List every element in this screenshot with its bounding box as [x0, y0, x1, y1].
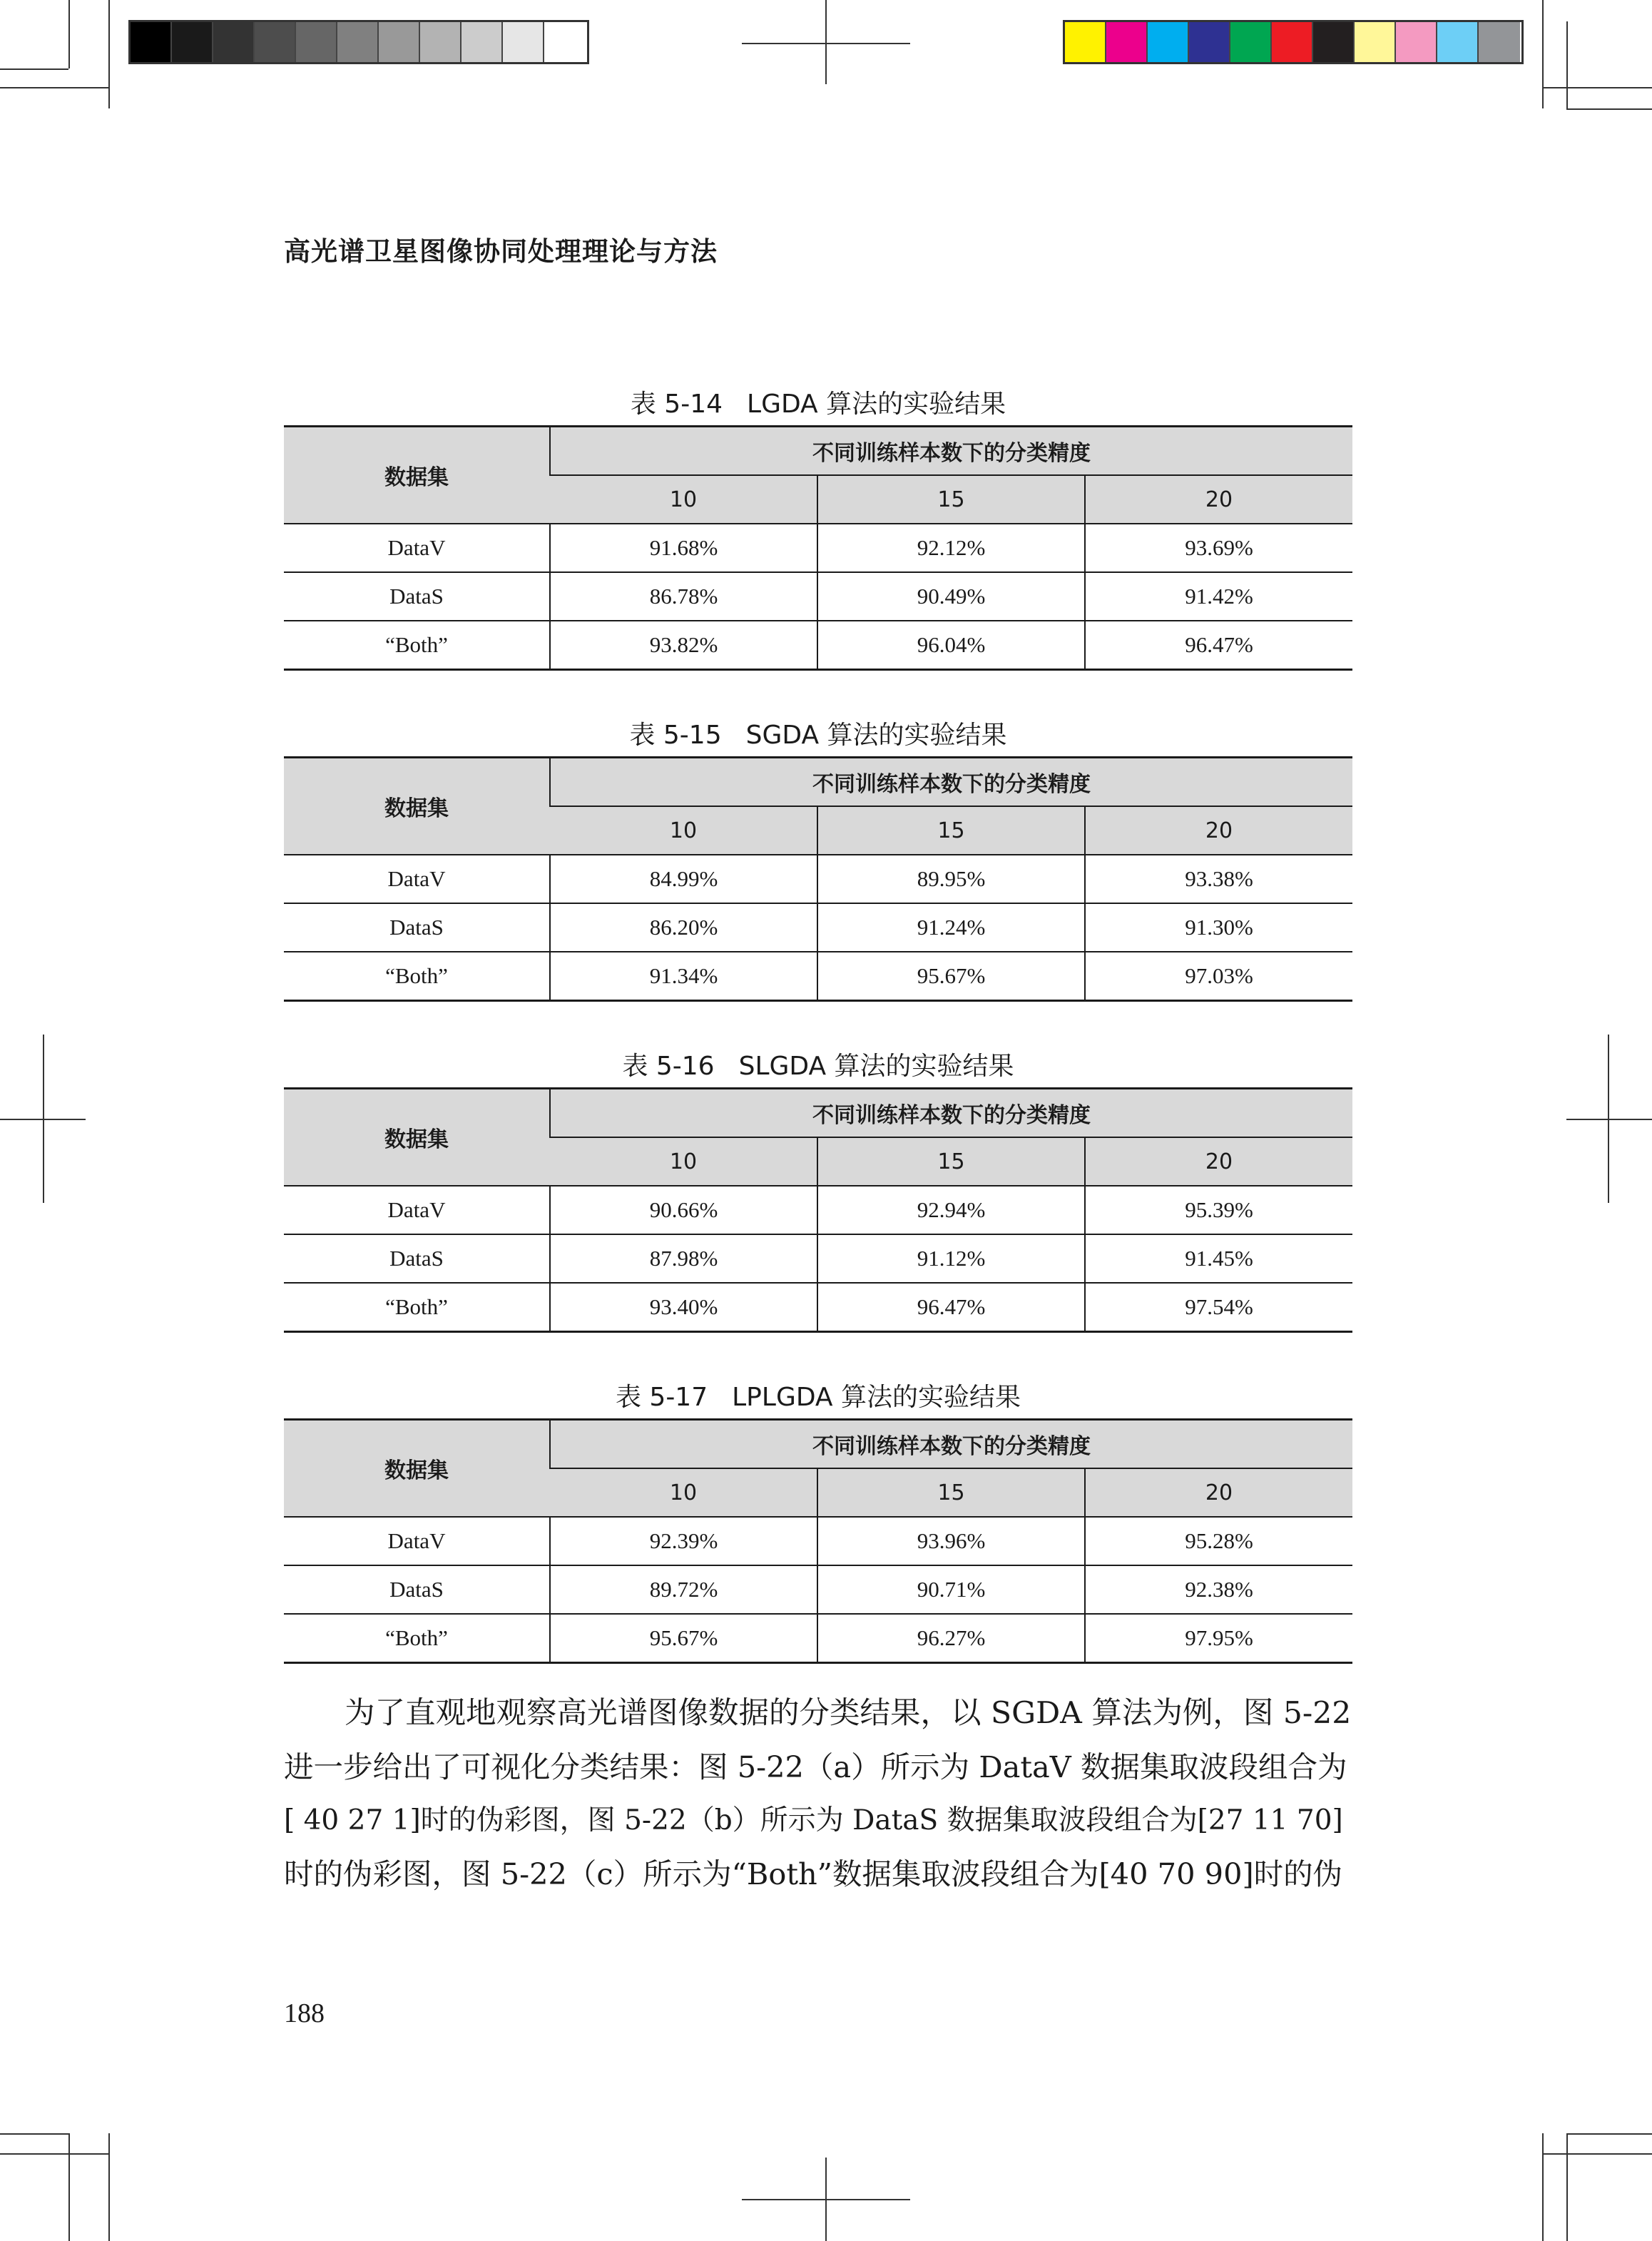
crop-mark	[1566, 2133, 1568, 2241]
table-row	[284, 855, 1352, 903]
table-row	[284, 952, 1352, 1001]
cell-value: 90.71%	[817, 1565, 1085, 1614]
cell-value: 96.04%	[817, 621, 1085, 670]
cell-value: 90.66%	[550, 1186, 817, 1234]
crop-mark	[1542, 2133, 1544, 2241]
registration-mark	[825, 0, 827, 84]
table-number: 表 5-14	[630, 390, 723, 419]
table-title: SLGDA 算法的实验结果	[738, 1052, 1014, 1081]
crop-mark	[108, 2133, 110, 2241]
header-dataset: 数据集	[284, 1089, 550, 1186]
crop-mark	[1544, 87, 1652, 88]
header-size: 15	[817, 1468, 1085, 1517]
header-size: 20	[1085, 475, 1352, 524]
row-dataset: DataV	[284, 1517, 550, 1565]
table-number: 表 5-15	[629, 721, 722, 750]
results-table	[284, 756, 1352, 1002]
cell-value: 92.39%	[550, 1517, 817, 1565]
table-number: 表 5-17	[615, 1383, 708, 1412]
table-title: LPLGDA 算法的实验结果	[732, 1383, 1021, 1412]
header-group: 不同训练样本数下的分类精度	[550, 1420, 1352, 1469]
color-swatch	[1313, 22, 1355, 62]
cell-value: 97.03%	[1085, 952, 1352, 1001]
header-size: 20	[1085, 1137, 1352, 1186]
crop-mark	[0, 68, 68, 70]
cell-value: 93.69%	[1085, 524, 1352, 572]
page-number: 188	[284, 1998, 325, 2028]
table-caption	[284, 715, 1352, 751]
cell-value: 96.47%	[1085, 621, 1352, 670]
gray-swatch	[172, 22, 213, 62]
table-row	[284, 1283, 1352, 1332]
table-title: LGDA 算法的实验结果	[747, 390, 1006, 419]
cell-value: 87.98%	[550, 1234, 817, 1283]
color-swatch	[1479, 22, 1520, 62]
results-table	[284, 1087, 1352, 1333]
crop-mark	[1544, 2153, 1652, 2155]
gray-swatch	[420, 22, 462, 62]
row-dataset: DataV	[284, 1186, 550, 1234]
header-dataset: 数据集	[284, 1420, 550, 1518]
gray-swatch	[296, 22, 337, 62]
header-size: 10	[550, 1137, 817, 1186]
crop-mark	[1566, 108, 1652, 110]
cell-value: 86.20%	[550, 903, 817, 952]
header-dataset: 数据集	[284, 758, 550, 855]
row-dataset: DataS	[284, 903, 550, 952]
color-swatch	[1437, 22, 1479, 62]
color-swatch	[1189, 22, 1230, 62]
cell-value: 91.24%	[817, 903, 1085, 952]
color-swatch	[1106, 22, 1148, 62]
crop-mark	[1566, 21, 1568, 108]
registration-mark	[742, 43, 910, 44]
row-dataset: DataS	[284, 1234, 550, 1283]
process-color-bar	[1063, 20, 1524, 64]
crop-mark	[1566, 2133, 1652, 2135]
table-row	[284, 1565, 1352, 1614]
table-caption	[284, 1377, 1352, 1413]
cell-value: 92.38%	[1085, 1565, 1352, 1614]
cell-value: 91.30%	[1085, 903, 1352, 952]
header-size: 15	[817, 475, 1085, 524]
body-line: 时的伪彩图，图 5-22（c）所示为“Both”数据集取波段组合为[40 70 90]时的伪	[284, 1856, 1343, 1891]
gray-swatch	[337, 22, 379, 62]
cell-value: 84.99%	[550, 855, 817, 903]
registration-mark	[0, 1119, 86, 1120]
body-line: [ 40 27 1]时的伪彩图，图 5-22（b）所示为 DataS 数据集取波段组合为[27 11 70]	[284, 1804, 1343, 1836]
results-table	[284, 1418, 1352, 1664]
header-group: 不同训练样本数下的分类精度	[550, 1089, 1352, 1138]
gray-swatch	[131, 22, 172, 62]
gray-swatch	[255, 22, 296, 62]
crop-mark	[0, 2153, 108, 2155]
header-size: 15	[817, 806, 1085, 855]
gray-swatch	[544, 22, 586, 62]
row-dataset: “Both”	[284, 621, 550, 670]
header-group: 不同训练样本数下的分类精度	[550, 758, 1352, 807]
table-row	[284, 621, 1352, 670]
cell-value: 91.42%	[1085, 572, 1352, 621]
table-row	[284, 1517, 1352, 1565]
color-swatch	[1230, 22, 1272, 62]
cell-value: 95.28%	[1085, 1517, 1352, 1565]
cell-value: 96.47%	[817, 1283, 1085, 1332]
registration-mark	[742, 2199, 910, 2200]
cell-value: 89.72%	[550, 1565, 817, 1614]
table-caption	[284, 1046, 1352, 1082]
header-size: 10	[550, 1468, 817, 1517]
crop-mark	[1542, 0, 1544, 108]
row-dataset: DataV	[284, 524, 550, 572]
row-dataset: “Both”	[284, 952, 550, 1001]
row-dataset: DataS	[284, 1565, 550, 1614]
row-dataset: DataS	[284, 572, 550, 621]
color-swatch	[1355, 22, 1396, 62]
crop-mark	[0, 87, 108, 88]
gray-swatch	[379, 22, 420, 62]
header-size: 10	[550, 806, 817, 855]
body-line: 为了直观地观察高光谱图像数据的分类结果，以 SGDA 算法为例，图 5-22	[284, 1696, 1352, 1731]
table-title: SGDA 算法的实验结果	[745, 721, 1007, 750]
cell-value: 92.94%	[817, 1186, 1085, 1234]
crop-mark	[68, 0, 70, 68]
gray-swatch	[462, 22, 503, 62]
cell-value: 95.67%	[550, 1614, 817, 1663]
body-line: 进一步给出了可视化分类结果：图 5-22（a）所示为 DataV 数据集取波段组合为	[284, 1749, 1347, 1784]
row-dataset: “Both”	[284, 1614, 550, 1663]
table-row	[284, 903, 1352, 952]
header-size: 10	[550, 475, 817, 524]
row-dataset: DataV	[284, 855, 550, 903]
table-row	[284, 1234, 1352, 1283]
cell-value: 89.95%	[817, 855, 1085, 903]
cell-value: 93.40%	[550, 1283, 817, 1332]
table-number: 表 5-16	[622, 1052, 715, 1081]
cell-value: 95.67%	[817, 952, 1085, 1001]
crop-mark	[108, 0, 110, 108]
row-dataset: “Both”	[284, 1283, 550, 1332]
cell-value: 91.45%	[1085, 1234, 1352, 1283]
cell-value: 90.49%	[817, 572, 1085, 621]
gray-swatch	[213, 22, 255, 62]
cell-value: 95.39%	[1085, 1186, 1352, 1234]
body-paragraph	[284, 1687, 1352, 1901]
table-row	[284, 524, 1352, 572]
color-swatch	[1065, 22, 1106, 62]
gray-swatch	[503, 22, 544, 62]
cell-value: 97.95%	[1085, 1614, 1352, 1663]
registration-mark	[1566, 1119, 1652, 1120]
table-row	[284, 1614, 1352, 1663]
table-row	[284, 572, 1352, 621]
running-head: 高光谱卫星图像协同处理理论与方法	[284, 235, 718, 267]
cell-value: 93.82%	[550, 621, 817, 670]
color-swatch	[1272, 22, 1313, 62]
header-dataset: 数据集	[284, 427, 550, 524]
cell-value: 92.12%	[817, 524, 1085, 572]
color-swatch	[1396, 22, 1437, 62]
crop-mark	[0, 2133, 68, 2135]
table-caption	[284, 384, 1352, 420]
header-size: 20	[1085, 1468, 1352, 1517]
cell-value: 96.27%	[817, 1614, 1085, 1663]
crop-mark	[68, 2133, 70, 2241]
results-table	[284, 425, 1352, 671]
header-size: 15	[817, 1137, 1085, 1186]
cell-value: 91.12%	[817, 1234, 1085, 1283]
cell-value: 91.34%	[550, 952, 817, 1001]
cell-value: 93.96%	[817, 1517, 1085, 1565]
header-size: 20	[1085, 806, 1352, 855]
color-swatch	[1148, 22, 1189, 62]
cell-value: 86.78%	[550, 572, 817, 621]
cell-value: 97.54%	[1085, 1283, 1352, 1332]
cell-value: 93.38%	[1085, 855, 1352, 903]
cell-value: 91.68%	[550, 524, 817, 572]
header-group: 不同训练样本数下的分类精度	[550, 427, 1352, 476]
grayscale-color-bar	[128, 20, 589, 64]
table-row	[284, 1186, 1352, 1234]
